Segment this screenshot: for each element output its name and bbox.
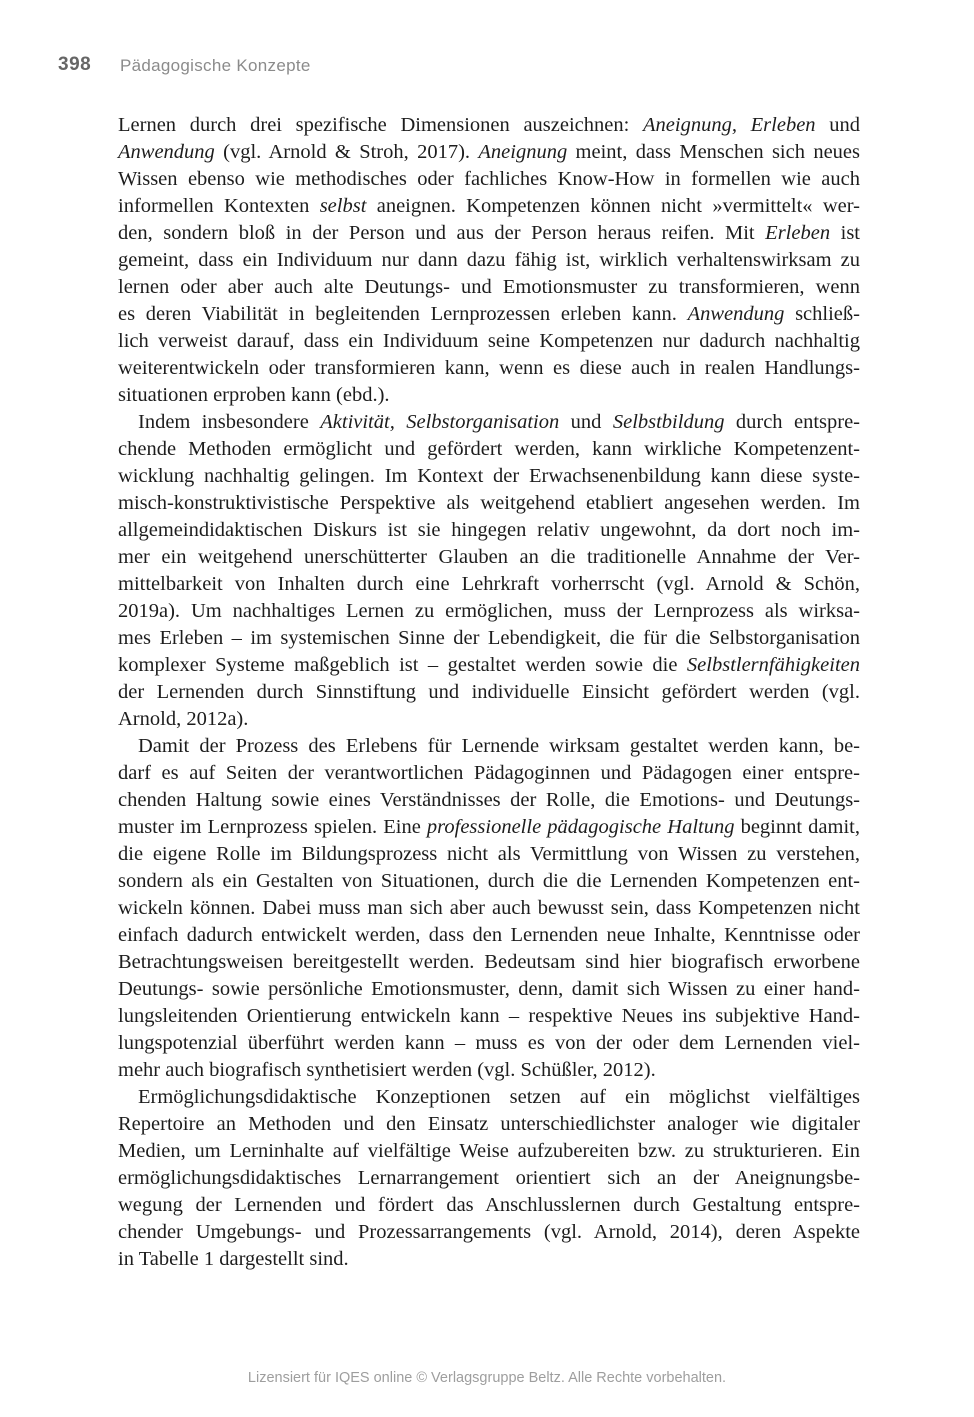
text-line: gemeint, dass ein Individuum nur dann dazu fähig ist, wirklich verhaltenswirksam zu (118, 249, 860, 271)
text-line: chender Umgebungs- und Prozessarrangements (vgl. Arnold, 2014), deren Aspekte (118, 1221, 860, 1243)
text-line: lungspotenzial überführt werden kann – muss es von der oder dem Lernenden viel- (118, 1032, 860, 1054)
text-line: komplexer Systeme maßgeblich ist – gestaltet werden sowie die Selbstlernfähigkeiten (118, 654, 860, 676)
text-line: in Tabelle 1 dargestellt sind. (118, 1248, 349, 1270)
text-line: mittelbarkeit von Inhalten durch eine Lehrkraft vorherrscht (vgl. Arnold & Schön, (118, 573, 860, 595)
page-number: 398 (58, 54, 92, 75)
text-line: misch-konstruktivistische Perspektive als weitgehend etabliert angesehen werden. Im (118, 492, 860, 514)
text-line: chenden Haltung sowie eines Verständnisses der Rolle, die Emotions- und Deutungs- (118, 789, 860, 811)
text-line: mehr auch biografisch synthetisiert werden (vgl. Schüßler, 2012). (118, 1059, 656, 1081)
text-line: lernen oder aber auch alte Deutungs- und Emotionsmuster zu transformieren, wenn (118, 276, 860, 298)
text-line: Anwendung (vgl. Arnold & Stroh, 2017). Aneignung meint, dass Menschen sich neues (118, 141, 860, 163)
text-line: chende Methoden ermöglicht und gefördert werden, kann wirkliche Kompetenzent- (118, 438, 860, 460)
text-line: den, sondern bloß in der Person und aus der Person heraus reifen. Mit Erleben ist (118, 222, 860, 244)
text-line: wickeln können. Dabei muss man sich aber auch bewusst sein, dass Kompetenzen nicht (118, 897, 860, 919)
text-line: darf es auf Seiten der verantwortlichen Pädagoginnen und Pädagogen einer entspre- (118, 762, 860, 784)
text-line: Lernen durch drei spezifische Dimensionen auszeichnen: Aneignung, Erleben und (118, 114, 860, 136)
text-line: Repertoire an Methoden und den Einsatz unterschiedlichster analoger wie digitaler (118, 1113, 860, 1135)
paragraph (118, 733, 860, 1084)
text-line: mes Erleben – im systemischen Sinne der Lebendigkeit, die für die Selbstorganisation (118, 627, 860, 649)
text-line: die eigene Rolle im Bildungsprozess nicht als Vermittlung von Wissen zu verstehen, (118, 843, 860, 865)
license-footer: Lizensiert für IQES online © Verlagsgruppe Beltz. Alle Rechte vorbehalten. (247, 1370, 727, 1386)
text-line: muster im Lernprozess spielen. Eine professionelle pädagogische Haltung beginnt damit, (118, 816, 860, 838)
text-line: Medien, um Lerninhalte auf vielfältige Weise aufzubereiten bzw. zu strukturieren. Ein (118, 1140, 860, 1162)
text-line: 2019a). Um nachhaltiges Lernen zu ermöglichen, muss der Lernprozess als wirksa- (118, 600, 860, 622)
paragraph (118, 409, 860, 733)
text-line: wegung der Lernenden und fördert das Anschlusslernen durch Gestaltung entspre- (118, 1194, 860, 1216)
text-line: einfach dadurch entwickelt werden, dass den Lernenden neue Inhalte, Kenntnisse oder (118, 924, 860, 946)
text-line: lungsleitenden Orientierung entwickeln kann – respektive Neues ins subjektive Hand- (118, 1005, 860, 1027)
text-line: Betrachtungsweisen bereitgestellt werden. Bedeutsam sind hier biografisch erworbene (118, 951, 860, 973)
paragraph (118, 1084, 860, 1273)
text-line: Indem insbesondere Aktivität, Selbstorganisation und Selbstbildung durch entspre- (138, 411, 860, 433)
text-line: mer ein weitgehend unerschütterter Glauben an die traditionelle Annahme der Ver- (118, 546, 860, 568)
text-line: lich verweist darauf, dass ein Individuum seine Kompetenzen nur dadurch nachhaltig (118, 330, 860, 352)
text-line: Deutungs- sowie persönliche Emotionsmuster, denn, damit sich Wissen zu einer hand- (118, 978, 860, 1000)
text-line: Arnold, 2012a). (118, 708, 249, 730)
paragraph (118, 112, 860, 409)
text-line: Damit der Prozess des Erlebens für Lernende wirksam gestaltet werden kann, be- (138, 735, 860, 757)
text-line: wicklung nachhaltig gelingen. Im Kontext der Erwachsenenbildung kann diese syste- (118, 465, 860, 487)
text-line: situationen erproben kann (ebd.). (118, 384, 390, 406)
text-line: Wissen ebenso wie methodisches oder fachliches Know-How in formellen wie auch (118, 168, 860, 190)
text-line: weiterentwickeln oder transformieren kann, wenn es diese auch in realen Handlungs- (118, 357, 860, 379)
running-title: Pädagogische Konzepte (120, 56, 311, 75)
page-body (118, 112, 860, 1273)
text-line: sondern als ein Gestalten von Situationen, durch die die Lernenden Kompetenzen ent- (118, 870, 860, 892)
text-line: informellen Kontexten selbst aneignen. Kompetenzen können nicht »vermittelt« wer- (118, 195, 860, 217)
text-line: ermöglichungsdidaktisches Lernarrangement orientiert sich an der Aneignungsbe- (118, 1167, 860, 1189)
text-line: allgemeindidaktischen Diskurs ist sie hingegen relativ ungewohnt, da dort noch im- (118, 519, 860, 541)
text-line: der Lernenden durch Sinnstiftung und individuelle Einsicht gefördert werden (vgl. (118, 681, 860, 703)
text-line: Ermöglichungsdidaktische Konzeptionen setzen auf ein möglichst vielfältiges (138, 1086, 860, 1108)
text-line: es deren Viabilität in begleitenden Lernprozessen erleben kann. Anwendung schließ- (118, 303, 860, 325)
